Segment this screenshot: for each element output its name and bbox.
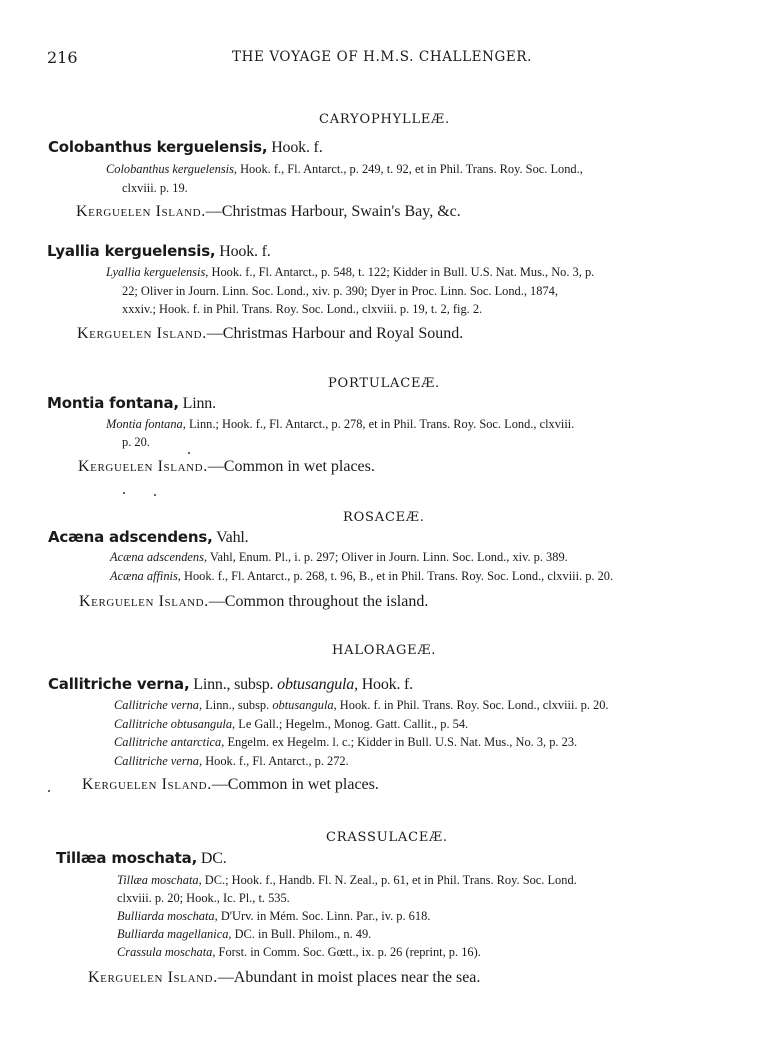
- reference-line: Callitriche obtusangula, Le Gall.; Hegelm., Monog. Gatt. Callit., p. 54.: [114, 717, 469, 731]
- locality: Kerguelen Island.—Abundant in moist places near the sea.: [88, 969, 481, 986]
- reference-line: Lyallia kerguelensis, Hook. f., Fl. Antarct., p. 548, t. 122; Kidder in Bull. U.S. Nat. Mus., No. 3, p.: [106, 265, 595, 279]
- reference-line: Callitriche antarctica, Engelm. ex Hegelm. l. c.; Kidder in Bull. U.S. Nat. Mus., No. 3, p. 23.: [114, 735, 578, 749]
- reference-line: Bulliarda moschata, D'Urv. in Mém. Soc. Linn. Par., iv. p. 618.: [117, 909, 431, 923]
- reference-line: Acæna adscendens, Vahl, Enum. Pl., i. p. 297; Oliver in Journ. Linn. Soc. Lond., xiv. p. 389.: [110, 550, 568, 564]
- locality: Kerguelen Island.—Christmas Harbour and Royal Sound.: [77, 325, 464, 342]
- reference-line: p. 20.: [122, 435, 150, 449]
- family-heading: ROSACEÆ.: [343, 510, 425, 525]
- reference-line: Callitriche verna, Hook. f., Fl. Antarct., p. 272.: [114, 754, 349, 768]
- species-name: Callitriche verna, Linn., subsp. obtusangula, Hook. f.: [48, 675, 413, 693]
- ink-speck: [123, 492, 125, 494]
- species-name: Lyallia kerguelensis, Hook. f.: [47, 242, 271, 260]
- family-heading: PORTULACEÆ.: [328, 376, 440, 391]
- reference-line: xxxiv.; Hook. f. in Phil. Trans. Roy. Soc. Lond., clxviii. p. 19, t. 2, fig. 2.: [122, 302, 483, 316]
- reference-line: Crassula moschata, Forst. in Comm. Soc. Gœtt., ix. p. 26 (reprint, p. 16).: [117, 945, 481, 959]
- reference-line: Tillæa moschata, DC.; Hook. f., Handb. Fl. N. Zeal., p. 61, et in Phil. Trans. Roy. Soc. Lond.: [117, 873, 577, 887]
- ink-speck: [188, 452, 190, 454]
- species-name: Colobanthus kerguelensis, Hook. f.: [48, 138, 323, 156]
- locality: Kerguelen Island.—Common throughout the island.: [79, 593, 429, 610]
- reference-line: clxviii. p. 19.: [122, 181, 188, 195]
- family-heading: CARYOPHYLLEÆ.: [319, 112, 450, 127]
- ink-speck: [154, 494, 156, 496]
- family-heading: CRASSULACEÆ.: [326, 830, 448, 845]
- ink-speck: [48, 790, 50, 792]
- species-name: Montia fontana, Linn.: [47, 394, 216, 412]
- species-name: Acæna adscendens, Vahl.: [48, 528, 249, 546]
- reference-line: 22; Oliver in Journ. Linn. Soc. Lond., xiv. p. 390; Dyer in Proc. Linn. Soc. Lond., 1874,: [122, 284, 558, 298]
- reference-line: Bulliarda magellanica, DC. in Bull. Philom., n. 49.: [117, 927, 372, 941]
- locality: Kerguelen Island.—Common in wet places.: [78, 458, 375, 475]
- reference-line: Colobanthus kerguelensis, Hook. f., Fl. Antarct., p. 249, t. 92, et in Phil. Trans. Roy. Soc. Lond.,: [106, 162, 583, 176]
- locality: Kerguelen Island.—Common in wet places.: [82, 776, 379, 793]
- page-number: 216: [47, 48, 78, 67]
- running-title: THE VOYAGE OF H.M.S. CHALLENGER.: [232, 49, 533, 65]
- locality: Kerguelen Island.—Christmas Harbour, Swain's Bay, &c.: [76, 203, 461, 220]
- reference-line: Montia fontana, Linn.; Hook. f., Fl. Antarct., p. 278, et in Phil. Trans. Roy. Soc. Lond., clxviii.: [106, 417, 575, 431]
- reference-line: Acæna affinis, Hook. f., Fl. Antarct., p. 268, t. 96, B., et in Phil. Trans. Roy. Soc. Lond., clxviii. p. 20.: [110, 569, 614, 583]
- species-name: Tillæa moschata, DC.: [56, 849, 227, 867]
- reference-line: clxviii. p. 20; Hook., Ic. Pl., t. 535.: [117, 891, 290, 905]
- reference-line: Callitriche verna, Linn., subsp. obtusangula, Hook. f. in Phil. Trans. Roy. Soc. Lond., clxviii. p. 20.: [114, 698, 609, 712]
- family-heading: HALORAGEÆ.: [332, 643, 437, 658]
